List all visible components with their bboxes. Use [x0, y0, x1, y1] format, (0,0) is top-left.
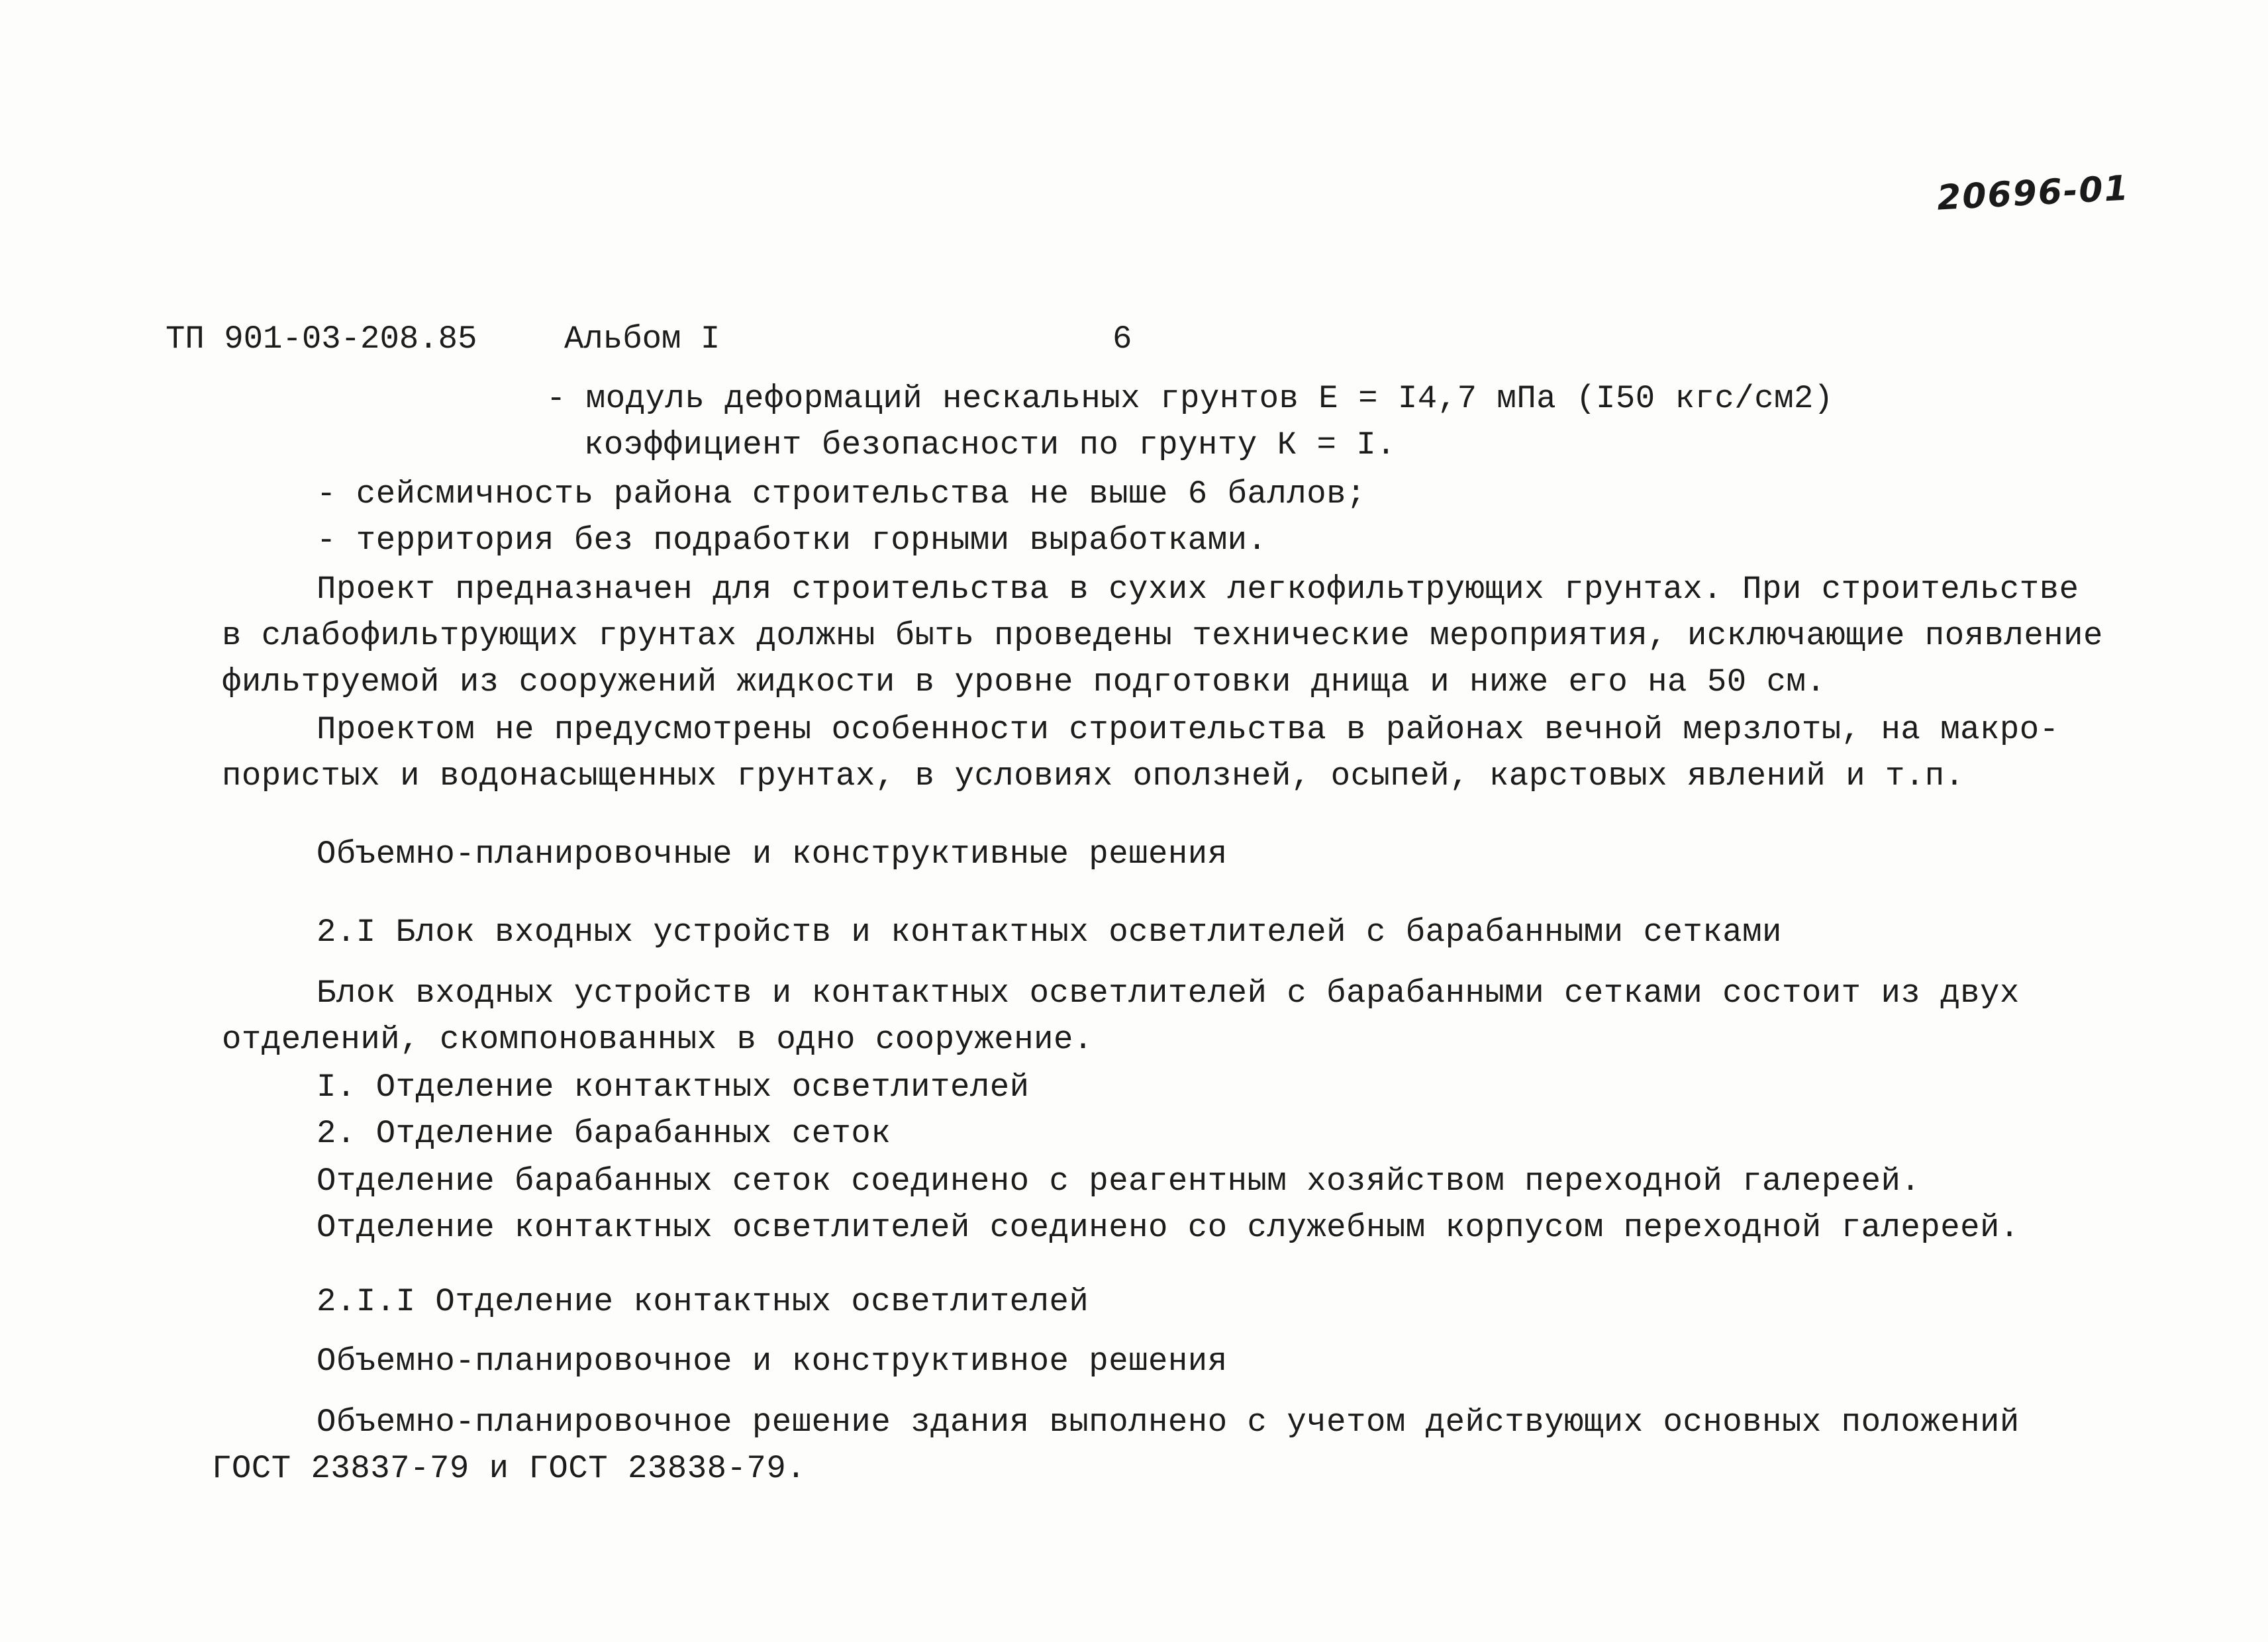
archive-number-stamp: 20696-01	[1936, 168, 2131, 218]
body-line-3: - сейсмичность района строительства не выше 6 баллов;	[317, 475, 1366, 512]
list-item-2: 2. Отделение барабанных сеток	[317, 1115, 891, 1152]
body-line-16: Отделение барабанных сеток соединено с реагентным хозяйством переходной галереей.	[317, 1163, 1921, 1200]
subsection-heading: Объемно-планировочное и конструктивное решения	[317, 1343, 1228, 1380]
body-line-9: пористых и водонасыщенных грунтах, в условиях оползней, осыпей, карстовых явлений и т.п.	[222, 757, 1965, 795]
body-line-6: в слабофильтрующих грунтах должны быть проведены технические мероприятия, исключающие появление	[222, 617, 2103, 654]
body-line-17: Отделение контактных осветлителей соединено со служебным корпусом переходной галереей.	[317, 1209, 2020, 1246]
body-line-21: ГОСТ 23837-79 и ГОСТ 23838-79.	[212, 1450, 807, 1487]
body-line-7: фильтруемой из сооружений жидкости в уровне подготовки днища и ниже его на 50 см.	[222, 663, 1826, 700]
album-label: Альбом I	[564, 320, 720, 358]
page-number: 6	[1112, 320, 1132, 358]
section-heading: Объемно-планировочные и конструктивные решения	[317, 836, 1228, 873]
body-line-13: отделений, скомпонованных в одно сооружение.	[222, 1021, 1093, 1058]
document-code: ТП 901-03-208.85	[166, 320, 477, 358]
body-line-2: коэффициент безопасности по грунту К = I.	[584, 426, 1397, 463]
body-line-1: - модуль деформаций нескальных грунтов Е = I4,7 мПа (I50 кгс/см2)	[546, 380, 1834, 417]
body-line-20: Объемно-планировочное решение здания выполнено с учетом действующих основных положений	[317, 1404, 2020, 1441]
subsection-2-1-title: 2.I Блок входных устройств и контактных осветлителей с барабанными сетками	[317, 914, 1782, 951]
body-line-8: Проектом не предусмотрены особенности строительства в районах вечной мерзлоты, на макро-	[317, 711, 2059, 748]
subsection-2-1-1-title: 2.I.I Отделение контактных осветлителей	[317, 1283, 1089, 1320]
body-line-5: Проект предназначен для строительства в сухих легкофильтрующих грунтах. При строительстве	[317, 571, 2079, 608]
body-line-12: Блок входных устройств и контактных осветлителей с барабанными сетками состоит из двух	[317, 975, 2020, 1012]
list-item-1: I. Отделение контактных осветлителей	[317, 1069, 1030, 1106]
body-line-4: - территория без подработки горными выработками.	[317, 522, 1267, 559]
